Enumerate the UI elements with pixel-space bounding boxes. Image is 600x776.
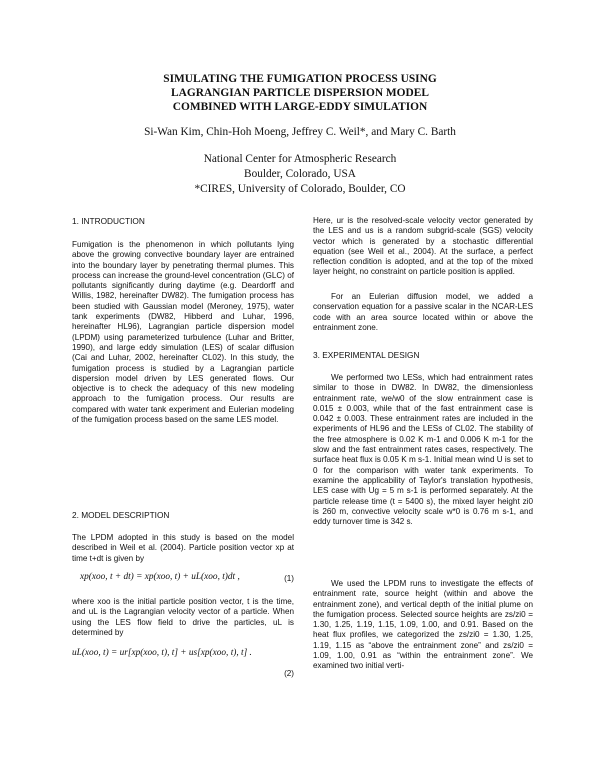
experimental-paragraph-1-block <box>313 373 533 527</box>
paper-title-line-1: SIMULATING THE FUMIGATION PROCESS USING <box>163 73 437 85</box>
experimental-paragraph-2-block <box>313 579 533 672</box>
model-continuation-block <box>313 216 533 278</box>
model-paragraph-2: where xoo is the initial particle position vector, t is the time, and uL is the Lagrangian velocity vector of a particle. When using the LES flow field to drive the particles, uL is determined by <box>72 597 294 637</box>
affiliation-line-3: *CIRES, University of Colorado, Boulder, CO <box>194 183 406 195</box>
equation-2: uL(xoo, t) = ur[xp(xoo, t), t] + us[xp(xoo, t), t] . <box>72 648 252 658</box>
eulerian-paragraph: For an Eulerian diffusion model, we added a conservation equation for a passive scalar in the NCAR-LES code with an area source located within or above the entrainment zone. <box>313 292 533 332</box>
experimental-paragraph-2: We used the LPDM runs to investigate the effects of entrainment rate, source height (within and above the entrainment zone), and vertical depth of the initial plume on the fumigation process. Selected source heights are zs/zi0 = 1.30, 1.25, 1.19, 1.15, 1.09, 1.00, and 0.91. Based on the heat flux profiles, we categorized the zs/zi0 = 1.30, 1.25, 1.19, 1.15 as “above the entrainment zone” and zs/zi0 = 1.09, 1.00, 0.91 as “within the entrainment zone”. We examined two initial verti- <box>313 579 533 671</box>
model-paragraph-2-block <box>72 597 294 638</box>
section-heading-introduction: 1. INTRODUCTION <box>72 216 145 226</box>
introduction-paragraph-block <box>72 240 294 425</box>
affiliation-line-1: National Center for Atmospheric Research <box>203 153 397 165</box>
model-continuation-paragraph: Here, ur is the resolved-scale velocity vector generated by the LES and us is a random subgrid-scale (SGS) velocity vector which is generated by a stochastic differential equation (see Weil et al., 2004). At the surface, a perfect reflection condition is adopted, and at the top of the mixed layer height, no constraint on particle position is applied. <box>313 216 533 277</box>
paper-title-line-2: LAGRANGIAN PARTICLE DISPERSION MODEL <box>171 87 429 99</box>
equation-1: xp(xoo, t + dt) = xp(xoo, t) + uL(xoo, t)dt , <box>80 572 240 582</box>
paper-title-line-3: COMBINED WITH LARGE-EDDY SIMULATION <box>172 101 428 113</box>
introduction-paragraph: Fumigation is the phenomenon in which pollutants lying above the growing convective boundary layer are entrained into the boundary layer by penetrating thermal plumes. This process can increase the ground-level concentration (GLC) of pollutants significantly during daytime (e.g. Deardorff and Willis, 1982, hereinafter DW82). The fumigation process has been studied with Gaussian model (Meroney, 1975), water tank experiments (DW82, Hibberd and Luhar, 1996, hereinafter HL96), Lagrangian particle dispersion model (LPDM) using parameterized turbulence (Luhar and Britter, 1990), and large eddy simulation (LES) of scalar diffusion (Cai and Luhar, 2002, hereinafter CL02). In this study, the fumigation process is studied by a Lagrangian particle dispersion model driven by LES generated flows. Our objective is to check the adequacy of this new modeling approach to the fumigation process. Our results are compared with water tank experiment and Eulerian modeling of the fumigation process based on the same LES model. <box>72 240 294 425</box>
equation-2-number: (2) <box>284 669 294 678</box>
affiliation-line-2: Boulder, Colorado, USA <box>244 168 356 180</box>
model-paragraph-1: The LPDM adopted in this study is based on the model described in Weil et al. (2004). Particle position vector xp at time t+dt is given by <box>72 533 294 563</box>
model-paragraph-1-block <box>72 533 294 564</box>
paper-authors: Si-Wan Kim, Chin-Hoh Moeng, Jeffrey C. Weil*, and Mary C. Barth <box>144 126 456 138</box>
eulerian-paragraph-block <box>313 292 533 333</box>
section-heading-experimental-design: 3. EXPERIMENTAL DESIGN <box>313 350 420 360</box>
experimental-paragraph-1: We performed two LESs, which had entrainment rates similar to those in DW82. In DW82, the dimensionless entrainment rate, we/w0 of the slow entrainment case is 0.015 ± 0.003, while that of the fast entrainment case is 0.042 ± 0.003. These entrainment rates are included in the experiments of HL96 and the LESs of CL02. The stability of the free atmosphere is 0.02 K m-1 and 0.006 K m-1 for the slow and the fast entrainment rates cases, respectively. The surface heat flux is 0.05 K m s-1. Initial mean wind U is set to 0 for the comparison with water tank experiments. To examine the applicability of Taylor's translation hypothesis, LES case with Ug = 5 m s-1 is performed separately. At the particle release time (t = 5400 s), the mixed layer height zi0 is 260 m, convective velocity scale w*0 is 0.76 m s-1, and eddy turnover time is 342 s. <box>313 373 533 527</box>
equation-1-number: (1) <box>284 574 294 583</box>
section-heading-model-description: 2. MODEL DESCRIPTION <box>72 510 170 520</box>
